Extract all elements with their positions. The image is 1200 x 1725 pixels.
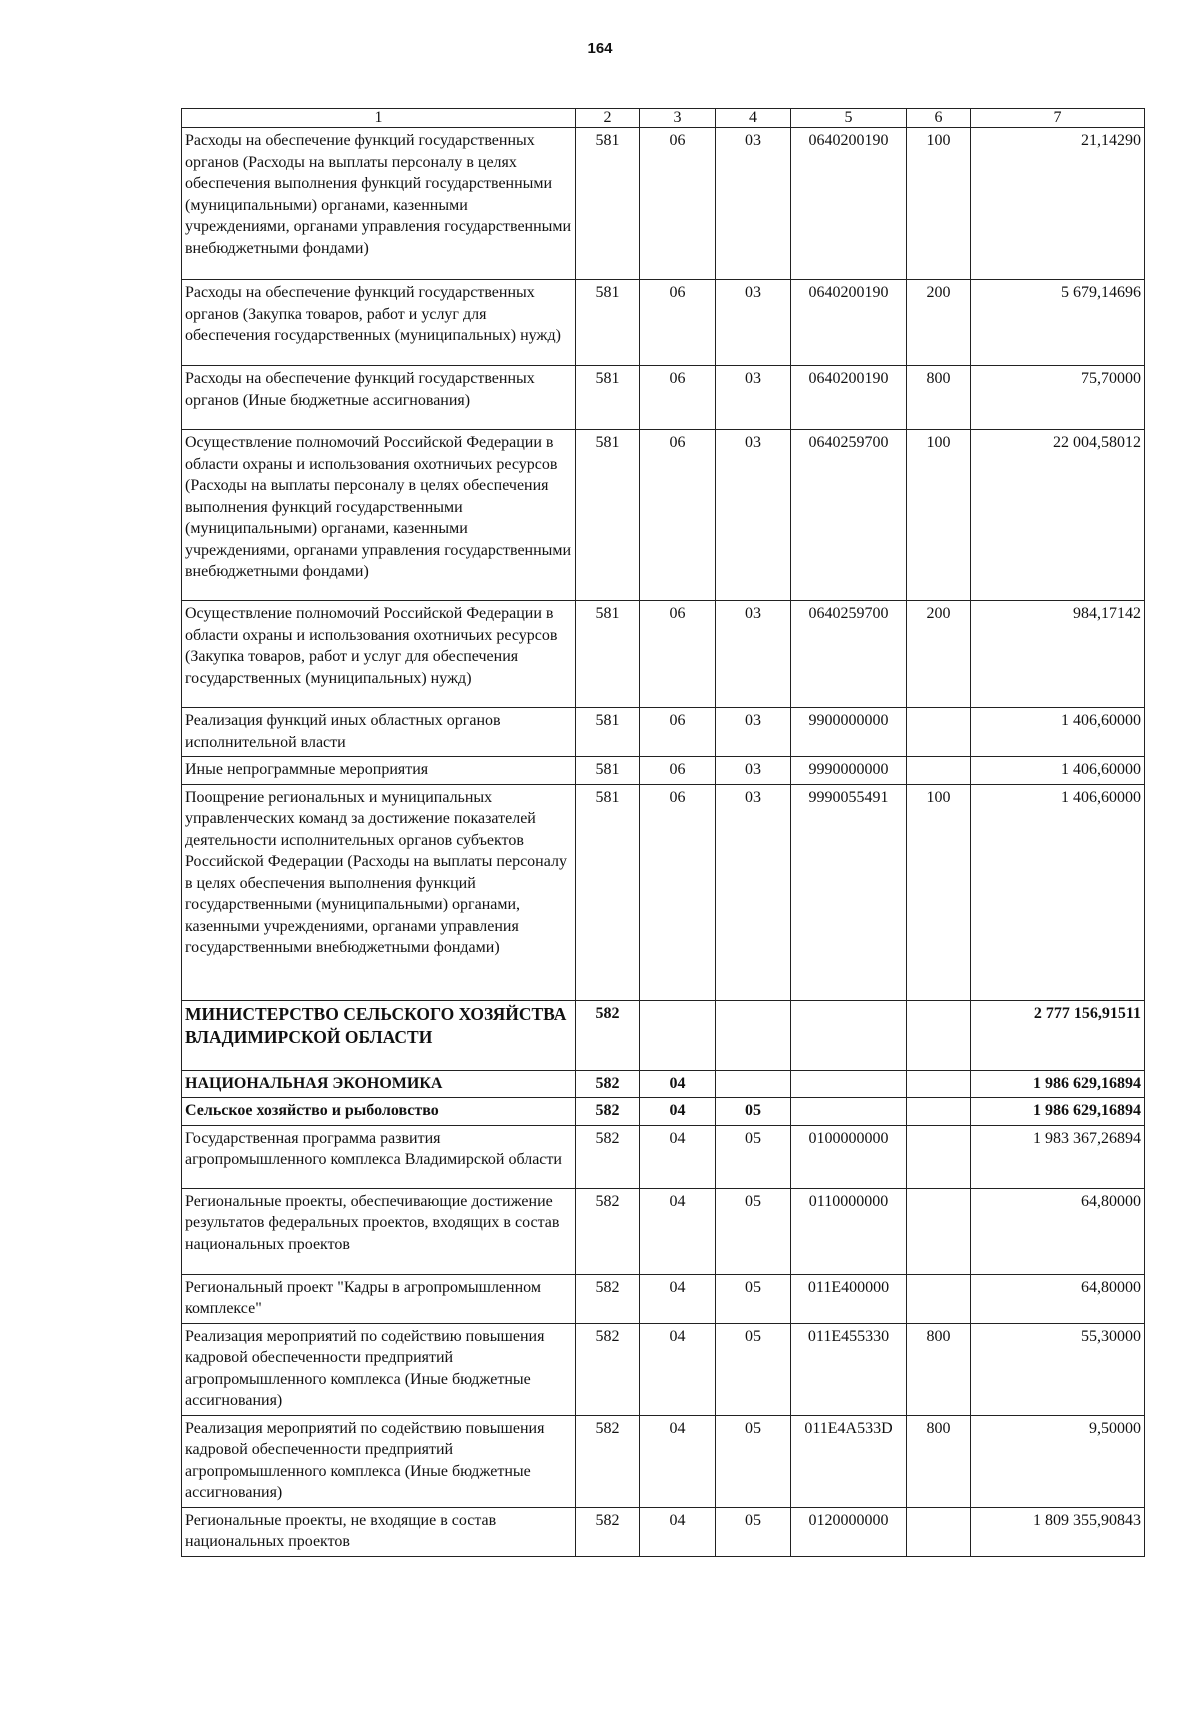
row-target-article: 9990055491 [791, 784, 907, 1000]
table-row [182, 1323, 1145, 1415]
row-target-article [791, 1000, 907, 1070]
row-name: МИНИСТЕРСТВО СЕЛЬСКОГО ХОЗЯЙСТВА ВЛАДИМИРСКОЙ ОБЛАСТИ [182, 1000, 576, 1070]
table-row [182, 1000, 1145, 1070]
row-expense-type: 100 [907, 430, 971, 601]
row-target-article [791, 1098, 907, 1126]
row-amount: 22 004,58012 [971, 430, 1145, 601]
table-row [182, 757, 1145, 785]
row-ministry-code: 582 [576, 1000, 640, 1070]
row-ministry-code: 581 [576, 430, 640, 601]
row-amount: 1 986 629,16894 [971, 1098, 1145, 1126]
row-amount: 64,80000 [971, 1274, 1145, 1323]
table-row [182, 601, 1145, 708]
row-amount: 5 679,14696 [971, 280, 1145, 366]
row-expense-type: 200 [907, 601, 971, 708]
row-name: Государственная программа развития агропромышленного комплекса Владимирской области [182, 1125, 576, 1188]
row-subsection-code: 05 [716, 1323, 791, 1415]
row-section-code: 06 [640, 601, 716, 708]
row-section-code: 04 [640, 1507, 716, 1556]
row-expense-type [907, 1070, 971, 1098]
row-amount: 55,30000 [971, 1323, 1145, 1415]
row-amount: 1 406,60000 [971, 708, 1145, 757]
row-section-code: 06 [640, 757, 716, 785]
table-row [182, 784, 1145, 1000]
row-subsection-code: 05 [716, 1125, 791, 1188]
row-expense-type: 100 [907, 128, 971, 280]
row-ministry-code: 582 [576, 1274, 640, 1323]
row-section-code: 04 [640, 1415, 716, 1507]
row-subsection-code: 03 [716, 757, 791, 785]
row-section-code: 06 [640, 128, 716, 280]
row-target-article: 0640200190 [791, 280, 907, 366]
row-ministry-code: 582 [576, 1323, 640, 1415]
header-col-1: 1 [182, 109, 576, 128]
row-subsection-code: 03 [716, 430, 791, 601]
row-expense-type: 100 [907, 784, 971, 1000]
row-name: НАЦИОНАЛЬНАЯ ЭКОНОМИКА [182, 1070, 576, 1098]
header-col-6: 6 [907, 109, 971, 128]
row-target-article: 011E400000 [791, 1274, 907, 1323]
row-name: Расходы на обеспечение функций государственных органов (Иные бюджетные ассигнования) [182, 366, 576, 430]
row-amount: 1 406,60000 [971, 784, 1145, 1000]
row-expense-type [907, 708, 971, 757]
row-expense-type [907, 1188, 971, 1274]
row-section-code [640, 1000, 716, 1070]
row-target-article: 0100000000 [791, 1125, 907, 1188]
row-amount: 21,14290 [971, 128, 1145, 280]
row-expense-type [907, 1125, 971, 1188]
table-row [182, 1070, 1145, 1098]
row-target-article [791, 1070, 907, 1098]
row-target-article: 011E4A533D [791, 1415, 907, 1507]
row-subsection-code: 03 [716, 601, 791, 708]
row-ministry-code: 581 [576, 601, 640, 708]
table-row [182, 128, 1145, 280]
row-expense-type: 800 [907, 1415, 971, 1507]
table-row [182, 430, 1145, 601]
row-expense-type [907, 1098, 971, 1126]
row-section-code: 06 [640, 784, 716, 1000]
row-amount: 1 986 629,16894 [971, 1070, 1145, 1098]
row-name: Расходы на обеспечение функций государственных органов (Закупка товаров, работ и услуг для обеспечения государственных (муниципальных) нужд) [182, 280, 576, 366]
row-subsection-code: 03 [716, 708, 791, 757]
row-subsection-code: 03 [716, 128, 791, 280]
row-subsection-code: 03 [716, 784, 791, 1000]
row-amount: 1 406,60000 [971, 757, 1145, 785]
table-row [182, 1188, 1145, 1274]
budget-table [181, 108, 1145, 1557]
header-col-5: 5 [791, 109, 907, 128]
row-ministry-code: 581 [576, 366, 640, 430]
row-target-article: 0110000000 [791, 1188, 907, 1274]
table-row [182, 1125, 1145, 1188]
row-subsection-code: 05 [716, 1507, 791, 1556]
row-target-article: 9900000000 [791, 708, 907, 757]
table-row [182, 708, 1145, 757]
row-name: Расходы на обеспечение функций государственных органов (Расходы на выплаты персоналу в целях обеспечения выполнения функций государственными (муниципальными) органами, казенными учреждениями, органами управления государственными внебюджетными фондами) [182, 128, 576, 280]
row-target-article: 0640200190 [791, 366, 907, 430]
row-section-code: 06 [640, 708, 716, 757]
row-amount: 9,50000 [971, 1415, 1145, 1507]
row-target-article: 0120000000 [791, 1507, 907, 1556]
row-amount: 1 983 367,26894 [971, 1125, 1145, 1188]
row-name: Осуществление полномочий Российской Федерации в области охраны и использования охотничьих ресурсов (Расходы на выплаты персоналу в целях обеспечения выполнения функций государственными (муниципальными) органами, казенными учреждениями, органами управления государственными внебюджетными фондами) [182, 430, 576, 601]
row-ministry-code: 581 [576, 280, 640, 366]
row-ministry-code: 581 [576, 128, 640, 280]
table-body [182, 128, 1145, 1557]
row-subsection-code [716, 1070, 791, 1098]
row-ministry-code: 582 [576, 1070, 640, 1098]
row-expense-type [907, 1274, 971, 1323]
row-amount: 984,17142 [971, 601, 1145, 708]
row-section-code: 04 [640, 1274, 716, 1323]
header-col-3: 3 [640, 109, 716, 128]
row-name: Сельское хозяйство и рыболовство [182, 1098, 576, 1126]
header-col-7: 7 [971, 109, 1145, 128]
row-section-code: 04 [640, 1125, 716, 1188]
row-amount: 2 777 156,91511 [971, 1000, 1145, 1070]
row-subsection-code: 05 [716, 1274, 791, 1323]
row-name: Реализация функций иных областных органов исполнительной власти [182, 708, 576, 757]
row-section-code: 06 [640, 366, 716, 430]
row-section-code: 04 [640, 1323, 716, 1415]
row-amount: 75,70000 [971, 366, 1145, 430]
row-subsection-code [716, 1000, 791, 1070]
row-name: Региональные проекты, обеспечивающие достижение результатов федеральных проектов, входящих в состав национальных проектов [182, 1188, 576, 1274]
row-expense-type [907, 1000, 971, 1070]
row-section-code: 04 [640, 1070, 716, 1098]
row-ministry-code: 581 [576, 784, 640, 1000]
row-name: Реализация мероприятий по содействию повышения кадровой обеспеченности предприятий агропромышленного комплекса (Иные бюджетные ассигнования) [182, 1415, 576, 1507]
table-row [182, 1507, 1145, 1556]
row-expense-type: 800 [907, 366, 971, 430]
row-name: Иные непрограммные мероприятия [182, 757, 576, 785]
table-row [182, 1274, 1145, 1323]
row-ministry-code: 582 [576, 1125, 640, 1188]
table-row [182, 280, 1145, 366]
row-ministry-code: 582 [576, 1507, 640, 1556]
row-ministry-code: 581 [576, 708, 640, 757]
header-row [182, 109, 1145, 128]
row-subsection-code: 03 [716, 366, 791, 430]
row-subsection-code: 05 [716, 1415, 791, 1507]
header-col-2: 2 [576, 109, 640, 128]
row-name: Региональные проекты, не входящие в состав национальных проектов [182, 1507, 576, 1556]
row-ministry-code: 582 [576, 1415, 640, 1507]
table-row [182, 366, 1145, 430]
row-target-article: 011E455330 [791, 1323, 907, 1415]
row-ministry-code: 581 [576, 757, 640, 785]
row-section-code: 06 [640, 280, 716, 366]
table-row [182, 1415, 1145, 1507]
row-section-code: 04 [640, 1098, 716, 1126]
row-subsection-code: 03 [716, 280, 791, 366]
page-number: 164 [587, 40, 613, 57]
row-target-article: 9990000000 [791, 757, 907, 785]
row-name: Реализация мероприятий по содействию повышения кадровой обеспеченности предприятий агропромышленного комплекса (Иные бюджетные ассигнования) [182, 1323, 576, 1415]
row-expense-type [907, 1507, 971, 1556]
row-subsection-code: 05 [716, 1188, 791, 1274]
row-amount: 64,80000 [971, 1188, 1145, 1274]
table-row [182, 1098, 1145, 1126]
row-subsection-code: 05 [716, 1098, 791, 1126]
row-expense-type: 200 [907, 280, 971, 366]
header-col-4: 4 [716, 109, 791, 128]
row-name: Осуществление полномочий Российской Федерации в области охраны и использования охотничьих ресурсов (Закупка товаров, работ и услуг для обеспечения государственных (муниципальных) нужд) [182, 601, 576, 708]
row-name: Поощрение региональных и муниципальных управленческих команд за достижение показателей деятельности исполнительных органов субъектов Российской Федерации (Расходы на выплаты персоналу в целях обеспечения выполнения функций государственными (муниципальными) органами, казенными учреждениями, органами управления государственными внебюджетными фондами) [182, 784, 576, 1000]
row-target-article: 0640200190 [791, 128, 907, 280]
row-ministry-code: 582 [576, 1188, 640, 1274]
row-section-code: 06 [640, 430, 716, 601]
row-target-article: 0640259700 [791, 601, 907, 708]
row-expense-type: 800 [907, 1323, 971, 1415]
row-name: Региональный проект "Кадры в агропромышленном комплексе" [182, 1274, 576, 1323]
row-section-code: 04 [640, 1188, 716, 1274]
row-ministry-code: 582 [576, 1098, 640, 1126]
row-expense-type [907, 757, 971, 785]
row-amount: 1 809 355,90843 [971, 1507, 1145, 1556]
row-target-article: 0640259700 [791, 430, 907, 601]
